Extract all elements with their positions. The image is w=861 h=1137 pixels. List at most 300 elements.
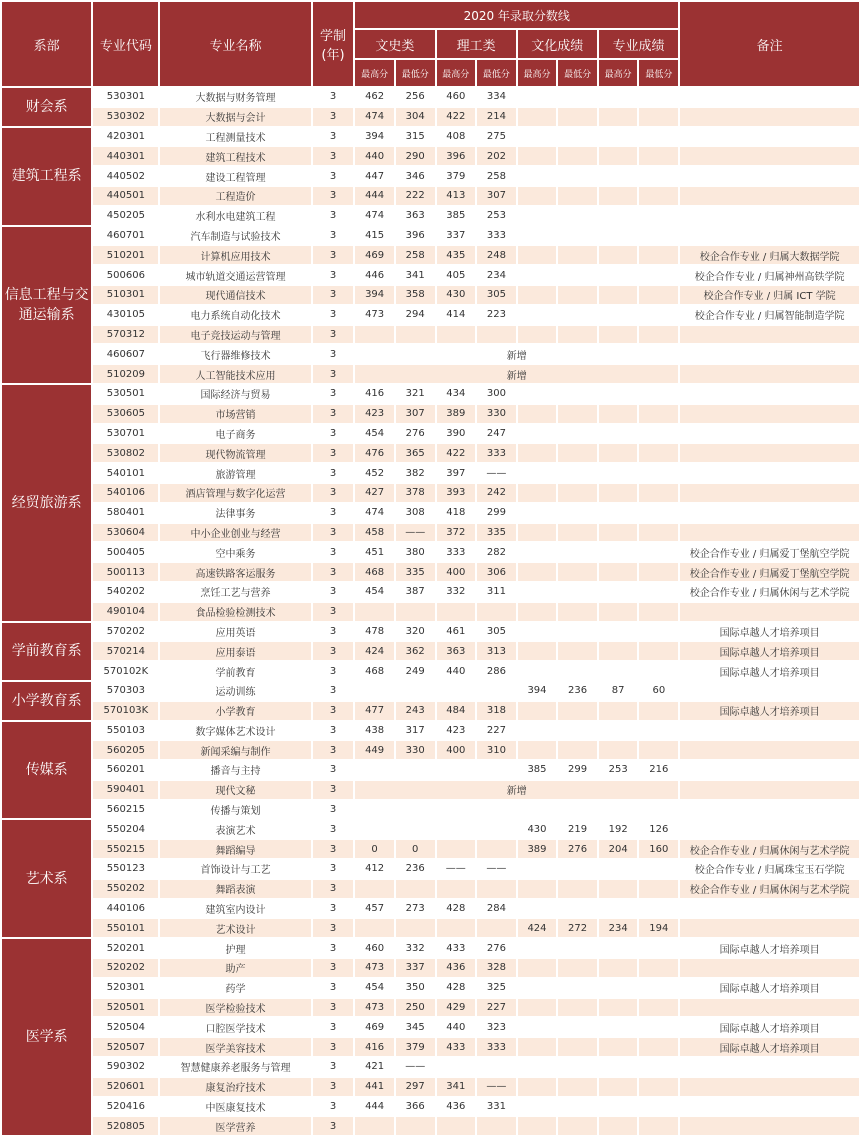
major-max bbox=[599, 266, 638, 284]
major-max bbox=[599, 227, 638, 245]
table-row bbox=[2, 385, 859, 403]
arts-max: 438 bbox=[365, 724, 385, 736]
culture-min bbox=[558, 444, 597, 462]
culture-max bbox=[518, 306, 557, 324]
note bbox=[680, 345, 859, 363]
major-max bbox=[599, 484, 638, 502]
table-row bbox=[2, 266, 859, 284]
table-row bbox=[2, 128, 859, 146]
culture-max bbox=[518, 563, 557, 581]
science-min: 300 bbox=[486, 388, 506, 400]
note bbox=[680, 999, 859, 1017]
science-min: 310 bbox=[477, 741, 516, 759]
science-min: 333 bbox=[486, 229, 506, 241]
major-code: 530604 bbox=[93, 524, 158, 542]
major-name: 酒店管理与数字化运营 bbox=[160, 484, 310, 502]
major-min: 60 bbox=[652, 685, 666, 697]
duration: 3 bbox=[313, 603, 354, 621]
major-name: 汽车制造与试验技术 bbox=[190, 231, 281, 243]
major-min bbox=[639, 167, 678, 185]
arts-min: 358 bbox=[396, 286, 435, 304]
major-name: 飞行器维修技术 bbox=[200, 350, 271, 362]
major-max bbox=[599, 504, 638, 522]
major-min bbox=[639, 464, 678, 482]
science-max: 405 bbox=[446, 269, 466, 281]
table-row bbox=[2, 246, 859, 264]
table-row bbox=[2, 326, 859, 344]
culture-max bbox=[518, 128, 557, 146]
major-name: 中医康复技术 bbox=[205, 1103, 266, 1115]
major-name: 数字媒体艺术设计 bbox=[195, 726, 276, 738]
science-max bbox=[437, 820, 476, 838]
culture-max bbox=[518, 1058, 557, 1076]
arts-min bbox=[396, 919, 435, 937]
note: 校企合作专业 / 归属爱丁堡航空学院 bbox=[680, 563, 859, 581]
major-max: 234 bbox=[599, 919, 638, 937]
major-max bbox=[599, 543, 638, 561]
science-min: 227 bbox=[477, 999, 516, 1017]
major-name: 工程造价 bbox=[160, 187, 310, 205]
note: 校企合作专业 / 归属珠宝玉石学院 bbox=[694, 865, 845, 877]
culture-max bbox=[518, 464, 557, 482]
major-max bbox=[599, 425, 638, 443]
major-code: 510301 bbox=[93, 286, 158, 304]
header-max: 最高分 bbox=[599, 60, 638, 86]
major-code: 560201 bbox=[106, 764, 145, 776]
major-max: 204 bbox=[599, 840, 638, 858]
major-code: 520301 bbox=[106, 982, 145, 994]
duration: 3 bbox=[329, 1021, 337, 1033]
table-row bbox=[2, 959, 859, 977]
note bbox=[680, 444, 859, 462]
culture-min bbox=[558, 801, 597, 819]
science-min bbox=[477, 1117, 516, 1135]
major-max bbox=[599, 306, 638, 324]
major-max bbox=[599, 286, 638, 304]
science-min bbox=[477, 761, 516, 779]
major-code: 560215 bbox=[106, 804, 145, 816]
header-group-culture: 文化成绩 bbox=[518, 30, 597, 58]
major-code: 440502 bbox=[106, 170, 145, 182]
science-min: 248 bbox=[477, 246, 516, 264]
note bbox=[680, 919, 859, 937]
major-name: 药学 bbox=[225, 984, 246, 996]
science-min: 253 bbox=[486, 210, 506, 222]
culture-min bbox=[558, 1018, 597, 1036]
department-name: 建筑工程系 bbox=[2, 128, 91, 225]
major-name: 计算机应用技术 bbox=[160, 246, 310, 264]
department-name: 学前教育系 bbox=[2, 623, 91, 680]
major-name: 工程测量技术 bbox=[205, 132, 266, 144]
science-max: 429 bbox=[437, 999, 476, 1017]
arts-max: 468 bbox=[365, 665, 385, 677]
major-code: 530701 bbox=[106, 427, 145, 439]
science-max bbox=[437, 326, 476, 344]
major-code: 570103K bbox=[93, 702, 158, 720]
science-min bbox=[477, 326, 516, 344]
table-row bbox=[2, 227, 859, 245]
major-name: 首饰设计与工艺 bbox=[200, 865, 271, 877]
major-max bbox=[599, 207, 638, 225]
arts-min: 243 bbox=[396, 702, 435, 720]
science-min: 335 bbox=[477, 524, 516, 542]
major-min bbox=[639, 880, 678, 898]
science-min bbox=[477, 603, 516, 621]
major-name: 康复治疗技术 bbox=[160, 1078, 310, 1096]
major-max bbox=[599, 880, 638, 898]
major-code: 500405 bbox=[106, 546, 145, 558]
duration: 3 bbox=[313, 326, 354, 344]
arts-max: 477 bbox=[355, 702, 394, 720]
culture-max bbox=[518, 939, 557, 957]
major-max bbox=[599, 464, 638, 482]
culture-min bbox=[558, 88, 597, 106]
science-max: 363 bbox=[437, 642, 476, 660]
header-note: 备注 bbox=[680, 2, 859, 86]
header-max: 最高分 bbox=[518, 60, 557, 86]
science-min bbox=[477, 1058, 516, 1076]
arts-max: 474 bbox=[365, 507, 385, 519]
major-min bbox=[639, 1058, 678, 1076]
major-code: 530802 bbox=[93, 444, 158, 462]
science-min: 299 bbox=[486, 507, 506, 519]
header-max: 最高分 bbox=[437, 60, 476, 86]
culture-min bbox=[558, 979, 597, 997]
arts-min: —— bbox=[396, 524, 435, 542]
major-code: 420301 bbox=[106, 130, 145, 142]
culture-min: 299 bbox=[568, 764, 588, 776]
table-row bbox=[2, 484, 859, 502]
note bbox=[680, 425, 859, 443]
science-max: 435 bbox=[437, 246, 476, 264]
duration: 3 bbox=[313, 187, 354, 205]
science-min: 333 bbox=[477, 1038, 516, 1056]
science-min: 214 bbox=[477, 108, 516, 126]
major-code: 570102K bbox=[103, 665, 149, 677]
department-name: 经贸旅游系 bbox=[2, 385, 91, 621]
major-min bbox=[639, 1018, 678, 1036]
note bbox=[680, 959, 859, 977]
major-code: 440106 bbox=[106, 903, 145, 915]
arts-min: 307 bbox=[396, 405, 435, 423]
major-code: 590302 bbox=[106, 1061, 145, 1073]
major-max bbox=[599, 563, 638, 581]
culture-min bbox=[558, 484, 597, 502]
major-min bbox=[639, 524, 678, 542]
duration: 3 bbox=[329, 91, 337, 103]
duration: 3 bbox=[313, 781, 354, 799]
science-max bbox=[437, 682, 476, 700]
science-max: —— bbox=[445, 863, 466, 875]
header-dept: 系部 bbox=[2, 2, 91, 86]
major-code: 520507 bbox=[93, 1038, 158, 1056]
table-row bbox=[2, 1038, 859, 1056]
major-name: 电子竞技运动与管理 bbox=[160, 326, 310, 344]
science-min: 305 bbox=[477, 286, 516, 304]
science-max: 460 bbox=[446, 91, 466, 103]
major-min bbox=[639, 563, 678, 581]
arts-min: 379 bbox=[396, 1038, 435, 1056]
science-min bbox=[477, 820, 516, 838]
major-min bbox=[639, 801, 678, 819]
major-min: 126 bbox=[649, 823, 669, 835]
table-row bbox=[2, 563, 859, 581]
major-name: 现代物流管理 bbox=[160, 444, 310, 462]
major-code: 570214 bbox=[93, 642, 158, 660]
culture-min bbox=[558, 227, 597, 245]
duration: 3 bbox=[329, 1061, 337, 1073]
major-min bbox=[639, 939, 678, 957]
science-max: 436 bbox=[437, 959, 476, 977]
note: 校企合作专业 / 归属休闲与艺术学院 bbox=[689, 588, 850, 600]
new-major-note: 新增 bbox=[506, 350, 527, 362]
header-name: 专业名称 bbox=[160, 2, 310, 86]
culture-max bbox=[518, 583, 557, 601]
arts-max bbox=[355, 820, 394, 838]
duration: 3 bbox=[329, 130, 337, 142]
major-code: 550204 bbox=[106, 823, 145, 835]
major-code: 570202 bbox=[106, 625, 145, 637]
duration: 3 bbox=[329, 269, 337, 281]
major-min bbox=[639, 88, 678, 106]
science-max: 372 bbox=[437, 524, 476, 542]
major-code: 550103 bbox=[106, 724, 145, 736]
major-min bbox=[639, 702, 678, 720]
major-min bbox=[639, 623, 678, 641]
major-min bbox=[639, 603, 678, 621]
major-name: 空中乘务 bbox=[215, 548, 256, 560]
culture-max: 385 bbox=[527, 764, 547, 776]
arts-max: 416 bbox=[365, 388, 385, 400]
major-max bbox=[599, 979, 638, 997]
major-min bbox=[639, 128, 678, 146]
arts-min bbox=[396, 326, 435, 344]
major-max bbox=[599, 1117, 638, 1135]
arts-max: 469 bbox=[365, 1021, 385, 1033]
major-code: 520601 bbox=[93, 1078, 158, 1096]
culture-max bbox=[518, 979, 557, 997]
new-major-note: 新增 bbox=[355, 781, 678, 799]
note bbox=[680, 1098, 859, 1116]
note: 校企合作专业 / 归属休闲与艺术学院 bbox=[680, 840, 859, 858]
note bbox=[680, 484, 859, 502]
culture-max bbox=[518, 88, 557, 106]
note bbox=[680, 108, 859, 126]
science-max: 400 bbox=[437, 741, 476, 759]
arts-max: 444 bbox=[365, 1101, 385, 1113]
science-max: 484 bbox=[437, 702, 476, 720]
duration: 3 bbox=[329, 348, 337, 360]
arts-max bbox=[355, 761, 394, 779]
arts-min: 366 bbox=[405, 1101, 425, 1113]
major-max bbox=[599, 108, 638, 126]
major-min bbox=[639, 425, 678, 443]
arts-max: 469 bbox=[355, 246, 394, 264]
science-max: 400 bbox=[437, 563, 476, 581]
major-max bbox=[599, 1018, 638, 1036]
arts-max: 440 bbox=[355, 147, 394, 165]
arts-min: 365 bbox=[396, 444, 435, 462]
major-code: 560205 bbox=[93, 741, 158, 759]
culture-min bbox=[558, 603, 597, 621]
major-name: 传播与策划 bbox=[210, 806, 261, 818]
major-code: 540106 bbox=[93, 484, 158, 502]
major-max bbox=[599, 623, 638, 641]
duration: 3 bbox=[329, 764, 337, 776]
major-name: 建筑工程技术 bbox=[160, 147, 310, 165]
arts-min: 335 bbox=[396, 563, 435, 581]
major-code: 540202 bbox=[106, 586, 145, 598]
major-name: 法律事务 bbox=[215, 509, 256, 521]
science-max: 433 bbox=[446, 942, 466, 954]
arts-min: 297 bbox=[396, 1078, 435, 1096]
major-code: 490104 bbox=[93, 603, 158, 621]
science-min: 325 bbox=[486, 982, 506, 994]
culture-min bbox=[558, 464, 597, 482]
science-max: 397 bbox=[446, 467, 466, 479]
major-max bbox=[599, 662, 638, 680]
major-min bbox=[639, 147, 678, 165]
culture-min bbox=[558, 108, 597, 126]
major-max bbox=[599, 741, 638, 759]
table-row bbox=[2, 662, 859, 680]
table-row bbox=[2, 682, 859, 700]
culture-min bbox=[558, 187, 597, 205]
culture-min bbox=[558, 741, 597, 759]
culture-max bbox=[518, 1098, 557, 1116]
duration: 3 bbox=[313, 484, 354, 502]
note bbox=[680, 1058, 859, 1076]
note: 校企合作专业 / 归属神州高铁学院 bbox=[694, 271, 845, 283]
major-name: 电子商务 bbox=[215, 429, 256, 441]
table-row bbox=[2, 167, 859, 185]
duration: 3 bbox=[329, 982, 337, 994]
arts-min: 321 bbox=[405, 388, 425, 400]
major-min bbox=[639, 504, 678, 522]
culture-max bbox=[518, 722, 557, 740]
major-min bbox=[639, 246, 678, 264]
culture-max bbox=[518, 801, 557, 819]
arts-max bbox=[355, 326, 394, 344]
culture-max bbox=[518, 504, 557, 522]
culture-min bbox=[558, 939, 597, 957]
note bbox=[680, 781, 859, 799]
science-max: 440 bbox=[446, 1021, 466, 1033]
major-min bbox=[639, 722, 678, 740]
culture-min bbox=[558, 147, 597, 165]
major-min bbox=[639, 306, 678, 324]
major-min bbox=[639, 1038, 678, 1056]
culture-min bbox=[558, 266, 597, 284]
arts-min: 362 bbox=[396, 642, 435, 660]
culture-max bbox=[518, 1117, 557, 1135]
major-max bbox=[599, 128, 638, 146]
science-max: 428 bbox=[446, 982, 466, 994]
major-max bbox=[599, 524, 638, 542]
arts-max: 460 bbox=[365, 942, 385, 954]
table-row bbox=[2, 603, 859, 621]
duration: 3 bbox=[313, 444, 354, 462]
note bbox=[680, 464, 859, 482]
table-row bbox=[2, 286, 859, 304]
table-row bbox=[2, 999, 859, 1017]
table-row bbox=[2, 345, 859, 363]
note: 国际卓越人才培养项目 bbox=[719, 667, 820, 679]
major-code: 530302 bbox=[93, 108, 158, 126]
culture-max bbox=[518, 444, 557, 462]
culture-min: 236 bbox=[568, 685, 588, 697]
major-code: 540101 bbox=[106, 467, 145, 479]
major-name: 医学检验技术 bbox=[160, 999, 310, 1017]
major-min bbox=[639, 959, 678, 977]
duration: 3 bbox=[313, 286, 354, 304]
table-row bbox=[2, 147, 859, 165]
duration: 3 bbox=[313, 1117, 354, 1135]
arts-min: 332 bbox=[405, 942, 425, 954]
note: 校企合作专业 / 归属智能制造学院 bbox=[694, 311, 845, 323]
science-min: 318 bbox=[477, 702, 516, 720]
major-code: 550215 bbox=[93, 840, 158, 858]
note bbox=[680, 128, 859, 146]
culture-max bbox=[518, 326, 557, 344]
culture-max bbox=[518, 900, 557, 918]
note bbox=[680, 1117, 859, 1135]
major-code: 520416 bbox=[106, 1101, 145, 1113]
arts-min: 337 bbox=[396, 959, 435, 977]
culture-max: 424 bbox=[518, 919, 557, 937]
note bbox=[680, 801, 859, 819]
note: 国际卓越人才培养项目 bbox=[680, 1038, 859, 1056]
arts-min bbox=[396, 603, 435, 621]
major-name: 中小企业创业与经营 bbox=[160, 524, 310, 542]
science-min: 333 bbox=[477, 444, 516, 462]
culture-min bbox=[558, 959, 597, 977]
science-min bbox=[477, 682, 516, 700]
science-min: —— bbox=[486, 467, 507, 479]
science-max bbox=[437, 1117, 476, 1135]
note bbox=[680, 365, 859, 383]
culture-max bbox=[518, 207, 557, 225]
major-code: 520805 bbox=[93, 1117, 158, 1135]
header-min: 最低分 bbox=[396, 60, 435, 86]
major-min bbox=[639, 900, 678, 918]
table-row bbox=[2, 583, 859, 601]
arts-min: 258 bbox=[396, 246, 435, 264]
header-group-science: 理工类 bbox=[437, 30, 516, 58]
note: 校企合作专业 / 归属大数据学院 bbox=[680, 246, 859, 264]
major-code: 520202 bbox=[93, 959, 158, 977]
culture-min bbox=[558, 286, 597, 304]
major-name: 烹饪工艺与营养 bbox=[200, 588, 271, 600]
note bbox=[680, 524, 859, 542]
duration: 3 bbox=[329, 427, 337, 439]
arts-min: 276 bbox=[405, 427, 425, 439]
duration: 3 bbox=[329, 804, 337, 816]
department-name: 艺术系 bbox=[2, 820, 91, 937]
culture-min: 219 bbox=[568, 823, 588, 835]
arts-max bbox=[355, 603, 394, 621]
science-max: 434 bbox=[446, 388, 466, 400]
header-max: 最高分 bbox=[355, 60, 394, 86]
science-min: 275 bbox=[486, 130, 506, 142]
arts-max bbox=[355, 682, 394, 700]
table-row bbox=[2, 1058, 859, 1076]
note: 国际卓越人才培养项目 bbox=[680, 702, 859, 720]
culture-min bbox=[558, 900, 597, 918]
arts-max: 424 bbox=[355, 642, 394, 660]
science-max: 393 bbox=[437, 484, 476, 502]
major-code: 550202 bbox=[93, 880, 158, 898]
